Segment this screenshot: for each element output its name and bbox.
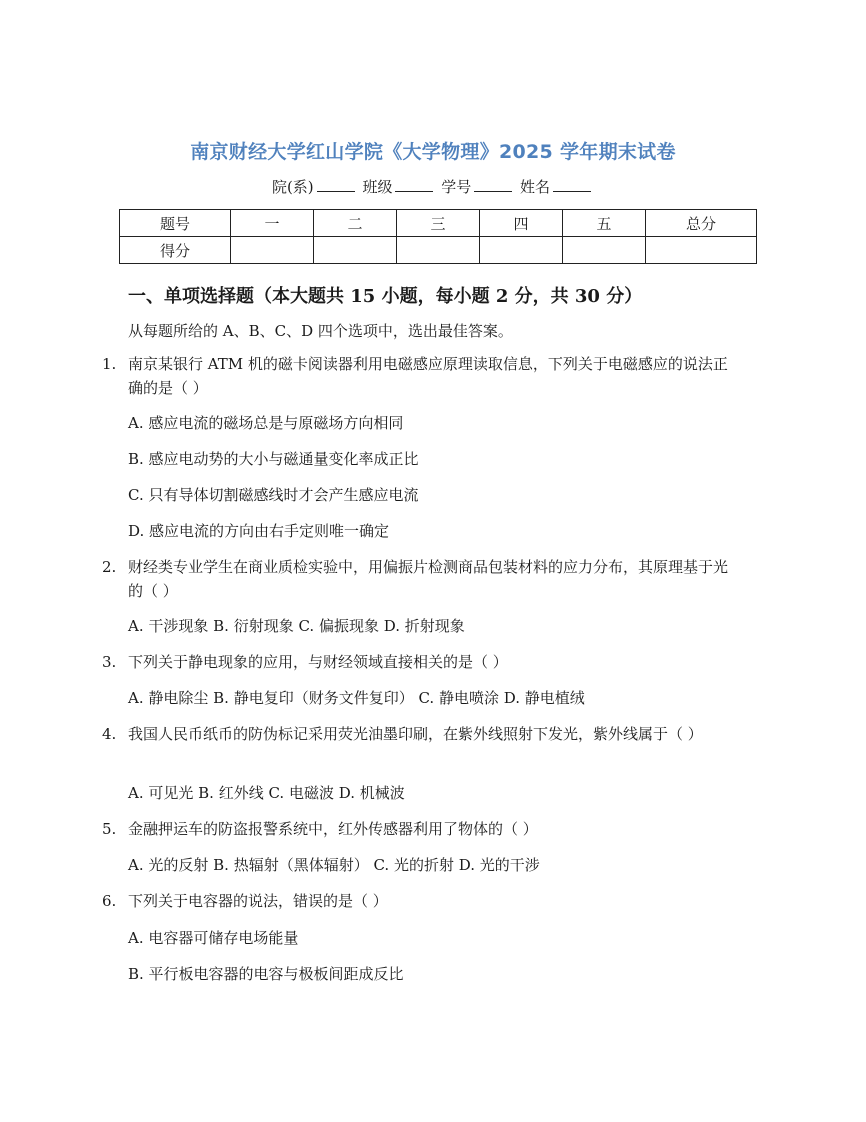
score-table-score-row (120, 237, 757, 264)
score-header-cell: 题号 (120, 210, 231, 237)
score-cell (563, 237, 646, 264)
score-cell (231, 237, 314, 264)
score-cell (480, 237, 563, 264)
question-number: 2. (102, 558, 117, 576)
question-3 (102, 650, 742, 674)
option-6b: B. 平行板电容器的电容与极板间距成反比 (128, 965, 404, 983)
info-label-department: 院(系) (271, 178, 314, 196)
option-1a: A. 感应电流的磁场总是与原磁场方向相同 (128, 414, 404, 432)
department-blank[interactable] (317, 177, 355, 192)
class-blank[interactable] (395, 177, 433, 192)
score-header-cell: 四 (480, 210, 563, 237)
question-number: 4. (102, 725, 117, 743)
info-label-student-id: 学号 (441, 178, 472, 196)
question-2 (102, 555, 742, 603)
option-1d: D. 感应电流的方向由右手定则唯一确定 (128, 522, 390, 540)
question-number: 1. (102, 355, 117, 373)
option-1c: C. 只有导体切割磁感线时才会产生感应电流 (128, 486, 419, 504)
name-blank[interactable] (553, 177, 591, 192)
exam-title: 南京财经大学红山学院《大学物理》2025 学年期末试卷 (190, 141, 676, 163)
options-3: A. 静电除尘 B. 静电复印（财务文件复印） C. 静电喷涂 D. 静电植绒 (128, 689, 585, 707)
info-label-name: 姓名 (520, 178, 551, 196)
question-number: 5. (102, 820, 117, 838)
question-stem: 下列关于静电现象的应用，与财经领域直接相关的是（ ） (128, 653, 508, 671)
score-header-cell: 三 (397, 210, 480, 237)
score-row-label: 得分 (120, 237, 231, 264)
info-label-class: 班级 (362, 178, 393, 196)
question-stem: 南京某银行 ATM 机的磁卡阅读器利用电磁感应原理读取信息，下列关于电磁感应的说法正确的是（ ） (128, 355, 728, 397)
question-6 (102, 889, 742, 913)
question-stem: 下列关于电容器的说法，错误的是（ ） (128, 892, 388, 910)
option-1b: B. 感应电动势的大小与磁通量变化率成正比 (128, 450, 419, 468)
section-instruction: 从每题所给的 A、B、C、D 四个选项中，选出最佳答案。 (128, 322, 513, 340)
score-header-cell: 总分 (646, 210, 757, 237)
score-cell (314, 237, 397, 264)
question-4 (102, 722, 742, 746)
question-number: 3. (102, 653, 117, 671)
score-header-cell: 二 (314, 210, 397, 237)
question-stem: 财经类专业学生在商业质检实验中，用偏振片检测商品包装材料的应力分布，其原理基于光的（ ） (128, 558, 729, 600)
question-stem: 我国人民币纸币的防伪标记采用荧光油墨印刷，在紫外线照射下发光，紫外线属于（ ） (128, 725, 703, 743)
question-stem: 金融押运车的防盗报警系统中，红外传感器利用了物体的（ ） (128, 820, 538, 838)
score-table (119, 209, 757, 264)
score-cell (646, 237, 757, 264)
question-5 (102, 817, 742, 841)
score-cell (397, 237, 480, 264)
student-id-blank[interactable] (474, 177, 512, 192)
question-number: 6. (102, 892, 117, 910)
student-info-line (0, 176, 866, 197)
score-table-header-row (120, 210, 757, 237)
score-header-cell: 一 (231, 210, 314, 237)
question-1 (102, 352, 742, 400)
option-6a: A. 电容器可储存电场能量 (128, 929, 299, 947)
score-header-cell: 五 (563, 210, 646, 237)
options-4: A. 可见光 B. 红外线 C. 电磁波 D. 机械波 (128, 784, 405, 802)
section-heading: 一、单项选择题（本大题共 15 小题，每小题 2 分，共 30 分） (128, 286, 643, 307)
options-2: A. 干涉现象 B. 衍射现象 C. 偏振现象 D. 折射现象 (128, 617, 465, 635)
options-5: A. 光的反射 B. 热辐射（黑体辐射） C. 光的折射 D. 光的干涉 (128, 856, 540, 874)
